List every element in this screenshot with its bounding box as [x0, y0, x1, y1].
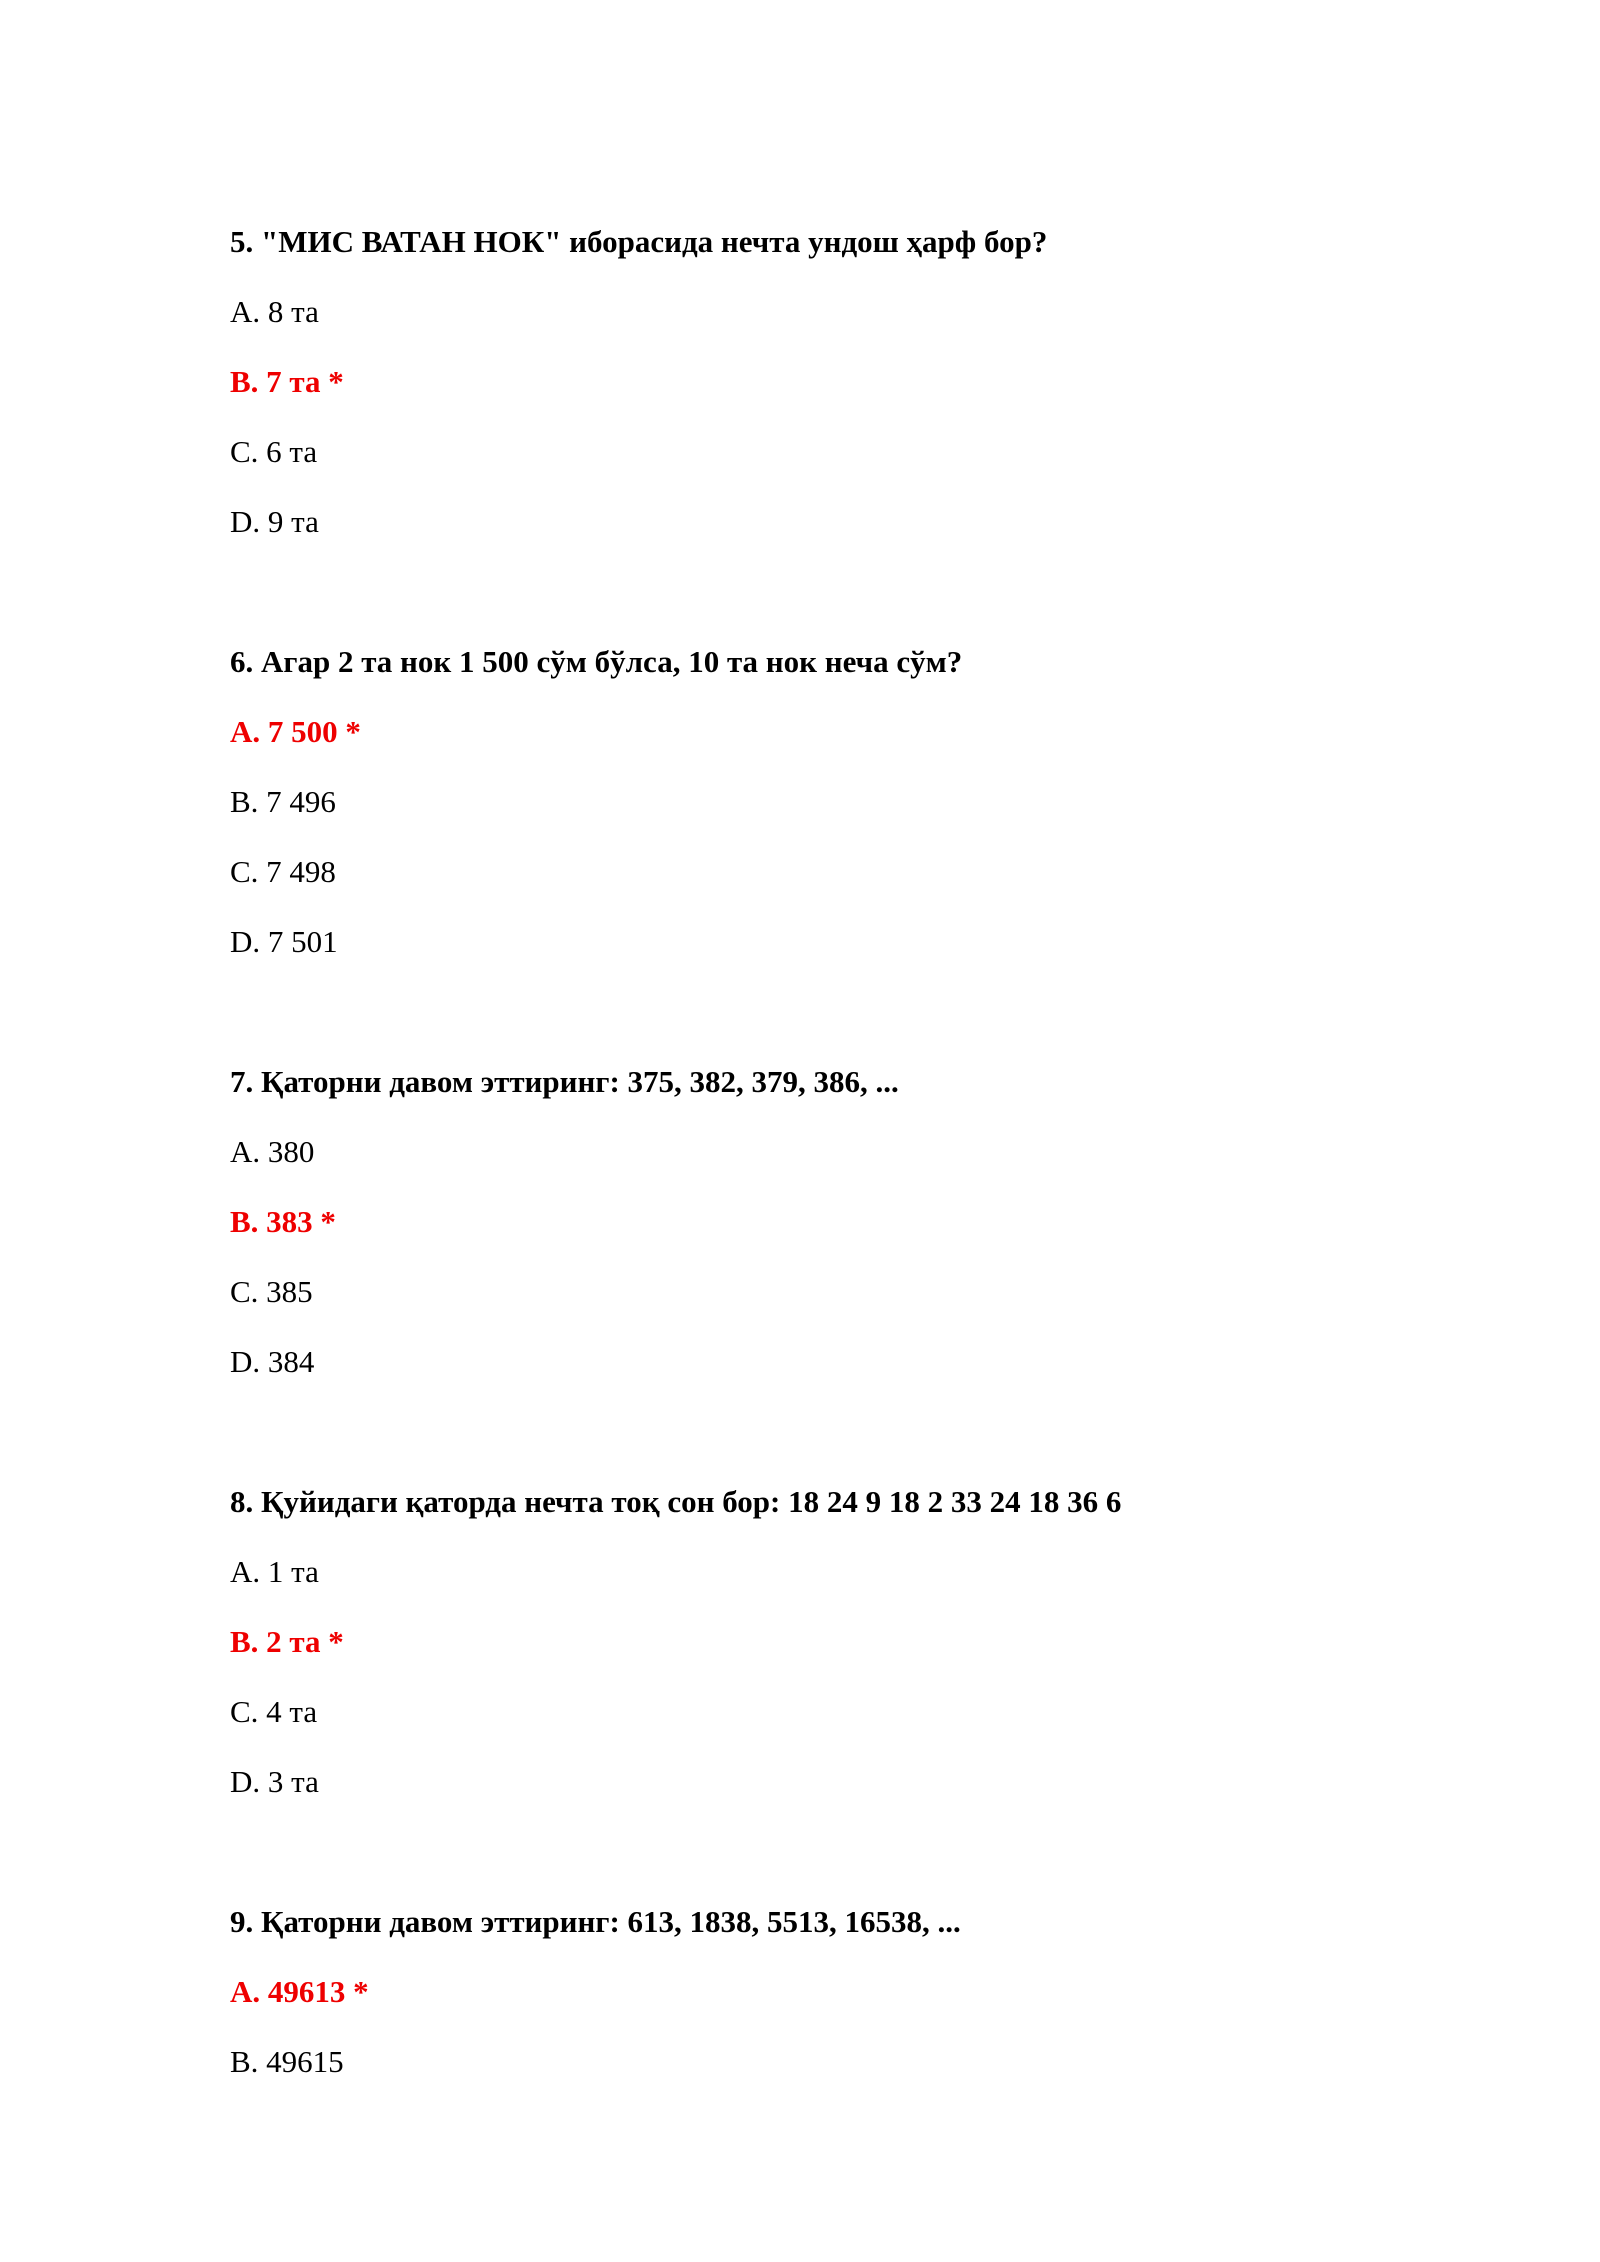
- correct-answer-option: B. 2 та *: [230, 1624, 344, 1659]
- answer-option: C. 385: [230, 1274, 313, 1309]
- correct-answer-option: A. 7 500 *: [230, 714, 361, 749]
- answer-option: B. 49615: [230, 2044, 344, 2079]
- answer-option: C. 7 498: [230, 854, 336, 889]
- document-page: [230, 0, 1430, 2262]
- answer-option: A. 8 та: [230, 294, 319, 329]
- answer-option: A. 1 та: [230, 1554, 319, 1589]
- question-text: 6. Агар 2 та нок 1 500 сўм бўлса, 10 та нок неча сўм?: [230, 644, 963, 679]
- correct-answer-option: B. 7 та *: [230, 364, 344, 399]
- answer-option: C. 4 та: [230, 1694, 318, 1729]
- question-text: 8. Қуйидаги қаторда нечта тоқ сон бор: 18 24 9 18 2 33 24 18 36 6: [230, 1484, 1122, 1519]
- answer-option: D. 384: [230, 1344, 315, 1379]
- question-text: 9. Қаторни давом эттиринг: 613, 1838, 5513, 16538, ...: [230, 1904, 961, 1939]
- answer-option: D. 7 501: [230, 924, 338, 959]
- correct-answer-option: B. 383 *: [230, 1204, 336, 1239]
- answer-option: B. 7 496: [230, 784, 336, 819]
- answer-option: D. 9 та: [230, 504, 319, 539]
- question-text: 5. "МИС ВАТАН НОК" иборасида нечта ундош ҳарф бор?: [230, 224, 1048, 259]
- correct-answer-option: A. 49613 *: [230, 1974, 369, 2009]
- answer-option: A. 380: [230, 1134, 315, 1169]
- answer-option: C. 6 та: [230, 434, 318, 469]
- answer-option: D. 3 та: [230, 1764, 319, 1799]
- question-text: 7. Қаторни давом эттиринг: 375, 382, 379, 386, ...: [230, 1064, 899, 1099]
